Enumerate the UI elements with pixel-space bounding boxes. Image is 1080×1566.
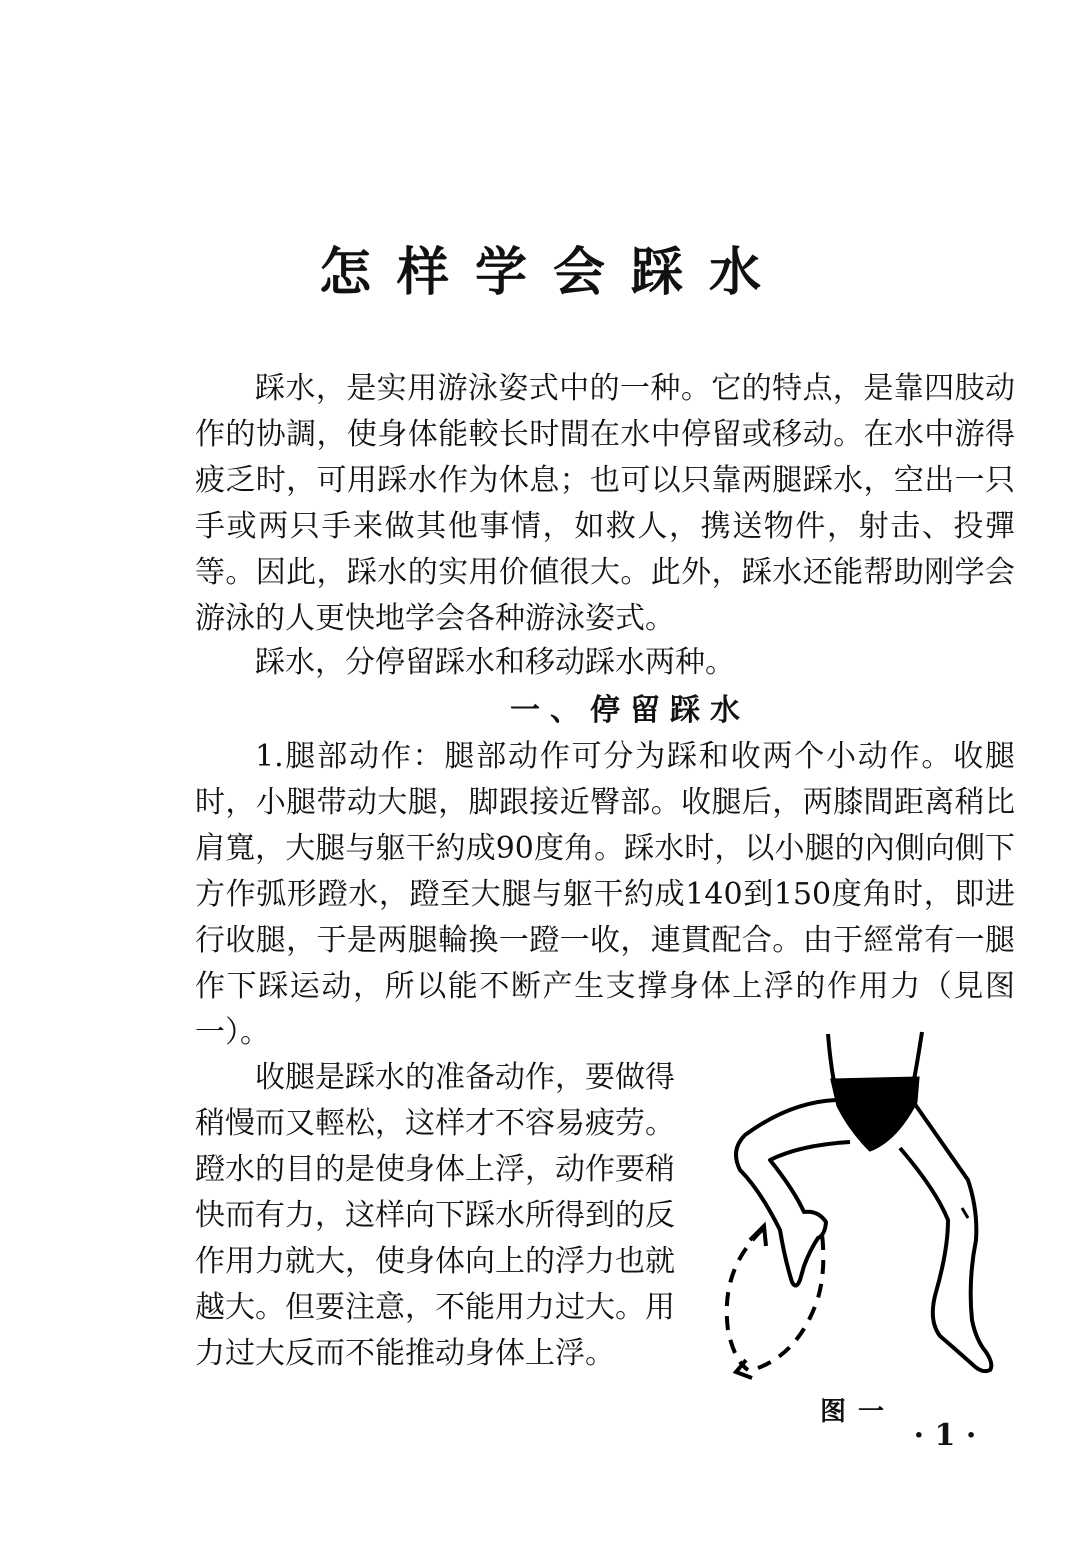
treading-water-legs-figure bbox=[700, 1030, 1020, 1390]
section-heading: 一、停留踩水 bbox=[510, 693, 750, 728]
legs-illustration bbox=[700, 1030, 1020, 1390]
left-leg bbox=[736, 1100, 850, 1286]
knee-mark bbox=[962, 1208, 968, 1218]
right-leg bbox=[900, 1100, 991, 1371]
page-title: 怎样学会踩水 bbox=[318, 242, 787, 303]
page-number: · 1 · bbox=[913, 1418, 977, 1453]
waist-left-line bbox=[828, 1034, 834, 1082]
swim-trunks bbox=[832, 1078, 918, 1150]
leg-action-paragraph: 1.腿部动作：腿部动作可分为踩和收两个小动作。收腿时，小腿带动大腿，脚跟接近臀部。收腿后，两膝間距离稍比肩寬，大腿与躯干約成90度角。踩水时，以小腿的內側向側下方作弧形蹬水，蹬至大腿与躯干約成140到150度角时，即进行收腿，于是两腿輪換一蹬一收，連貫配合。由于經常有一腿作下踩运动，所以能不断产生支撑身体上浮的作用力（見图一）。 bbox=[195, 739, 1015, 1050]
intro-paragraph: 踩水，是实用游泳姿式中的一种。它的特点，是靠四肢动作的协調，使身体能較长时間在水中停留或移动。在水中游得疲乏时，可用踩水作为休息；也可以只靠两腿踩水，空出一只手或两只手来做其他事情，如救人，携送物件，射击、投彈等。因此，踩水的实用价値很大。此外，踩水还能帮助刚学会游泳的人更快地学会各种游泳姿式。 bbox=[195, 371, 1015, 636]
beside-figure-paragraph: 收腿是踩水的准备动作，要做得稍慢而又輕松，这样才不容易疲劳。蹬水的目的是使身体上浮，动作要稍快而有力，这样向下踩水所得到的反作用力就大，使身体向上的浮力也就越大。但要注意，不能用力过大。用力过大反而不能推动身体上浮。 bbox=[195, 1060, 675, 1371]
figure-caption: 图一 bbox=[820, 1397, 897, 1427]
motion-arrow-path bbox=[727, 1230, 762, 1370]
types-paragraph: 踩水，分停留踩水和移动踩水两种。 bbox=[255, 645, 735, 680]
waist-right-line bbox=[914, 1032, 922, 1080]
motion-arrow-return bbox=[758, 1234, 823, 1368]
